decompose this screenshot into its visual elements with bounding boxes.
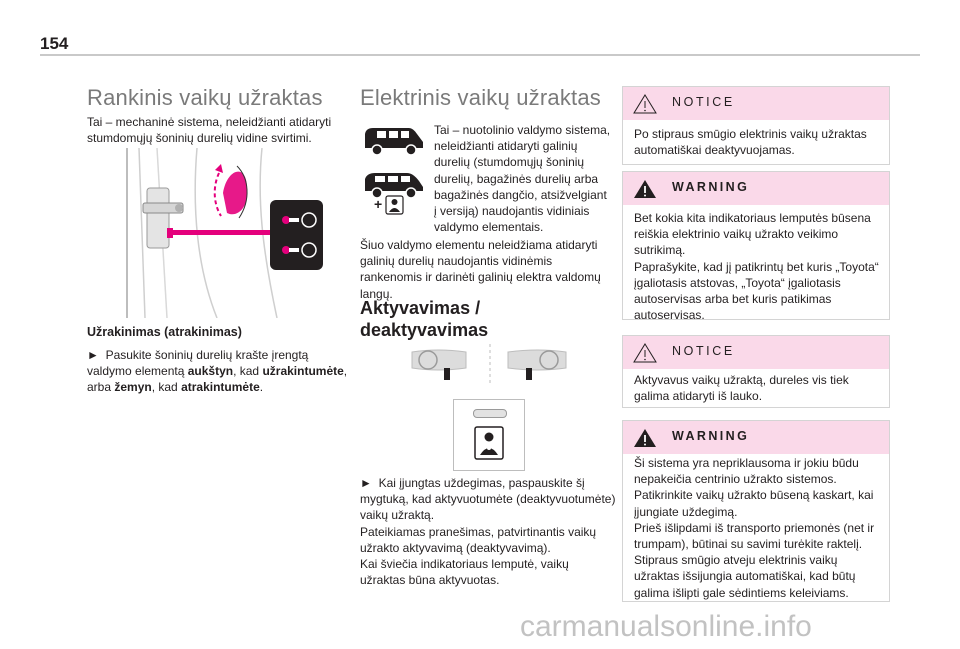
header-divider [40,54,920,56]
notice-text: Po stipraus smūgio elektrinis vaikų užraktas automatiškai deaktyvuojamas. [634,127,867,158]
warning-text: Bet kokia kita indikatoriaus lemputės būsena reiškia elektrinio vaikų užrakto veikimo sutrikimą. Paprašykite, kad jį patikrintų bet kuris „Toyota“ įgaliotasis atstovas, „Toyota“ įgaliotasis autoservisas arba bet kuris patikimas autoservisas. [634,211,879,323]
notice-triangle-icon [633,343,657,363]
manual-lock-title: Rankinis vaikų užraktas [87,85,323,110]
child-lock-icon [474,426,504,460]
warning-triangle-icon [633,179,657,199]
warning-title: WARNING [672,180,750,194]
warning-text: Ši sistema yra nepriklausoma ir jokiu būdu nepakeičia centrinio užrakto sistemos. Patikrinkite vaikų užrakto būseną kaskart, kai įjungiate uždegimą. Prieš išlipdami iš transporto priemonės (net ir trumpam), būtinai su savimi turėkite raktelį. Stipraus smūgio atveju elektrinis vaikų užraktas išsijungia automatiškai, kad būtų galima išlipti gale sėdintiems keleiviams. [634,456,875,600]
activation-instructions: ► Kai įjungtas uždegimas, paspauskite šį mygtuką, kad aktyvuotumėte (deaktyvuotumėte) vaikų užraktą. Pateikiamas pranešimas, patvirtinantis vaikų užrakto aktyvavimą (deaktyvavimą). Kai šviečia indikatoriaus lemputė, vaikų užraktas būna aktyvuotas. [360,476,616,588]
indicator-lamp [473,409,507,418]
warning-triangle-icon [633,428,657,448]
notice-box-outside [622,335,890,408]
manual-lock-step: ► Pasukite šoninių durelių krašte įrengtą valdymo elementą aukštyn, kad užrakintumėte, arba žemyn, kad atrakintumėte. [87,348,348,395]
manual-lock-intro: Tai – mechaninė sistema, neleidžianti atidaryti stumdomųjų šoninių durelių vidine svirtimi. [87,115,332,146]
dashboard-location-illustration [408,342,572,386]
electric-lock-intro: Tai – nuotolinio valdymo sistema, neleidžianti atidaryti galinių durelių (stumdomųjų šoninių durelių, bagažinės durelių arba bagažinės dangčio, atsižvelgiant į versiją) naudojantis vidiniais valdymo elementais. [434,123,611,235]
van-side-icon [363,124,425,158]
warning-box-independent [622,420,890,602]
svg-text:+: + [374,196,383,212]
child-lock-button[interactable] [453,399,525,471]
notice-title: NOTICE [672,344,735,358]
child-lock-plus-icon [374,193,404,217]
warning-title: WARNING [672,429,750,443]
bullet-arrow: ► [87,348,99,362]
activation-subtitle: Aktyvavimas / deaktyvavimas [360,298,489,340]
electric-lock-para: Šiuo valdymo elementu neleidžiama atidaryti galinių durelių naudojantis vidinėmis rankenomis ir darinėti galinių elektra valdomų langų. [360,238,601,301]
warning-box-indicator [622,171,890,323]
door-lock-illustration [87,148,341,318]
page-number: 154 [40,34,69,53]
lock-unlock-subtitle: Užrakinimas (atrakinimas) [87,325,242,339]
notice-title: NOTICE [672,95,735,109]
electric-lock-title: Elektrinis vaikų užraktas [360,85,601,110]
notice-text: Aktyvavus vaikų užraktą, dureles vis tiek galima atidaryti iš lauko. [634,373,849,404]
notice-box-crash [622,86,890,165]
notice-triangle-icon [633,94,657,114]
bullet-arrow: ► [360,476,372,490]
watermark: carmanualsonline.info [520,610,812,643]
